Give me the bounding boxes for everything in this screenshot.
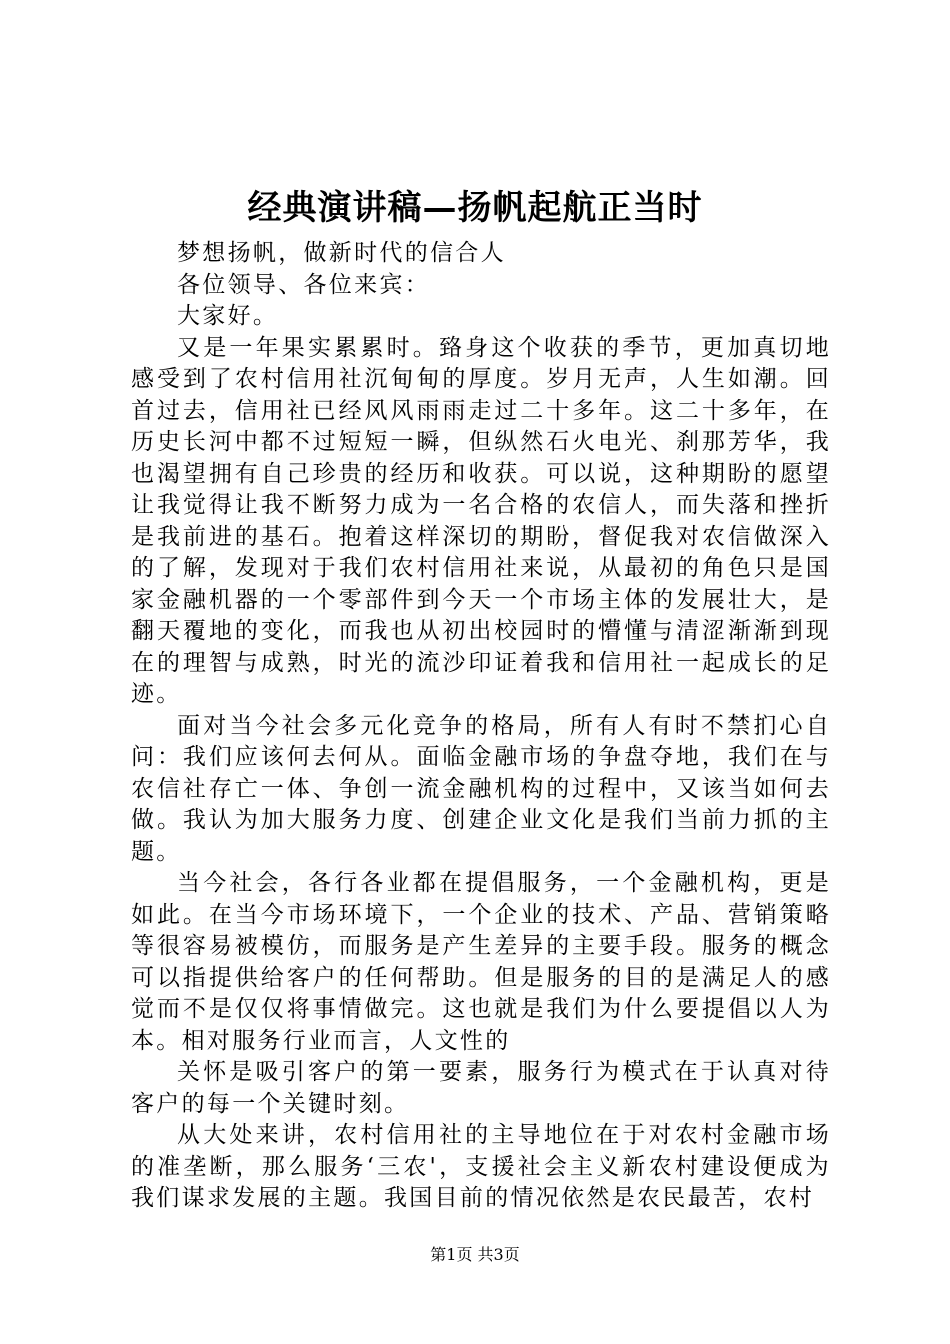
- document-body: [131, 238, 831, 1215]
- paragraph: 从大处来讲，农村信用社的主导地位在于对农村金融市场的准垄断，那么服务‘三农'，支援社会主义新农村建设便成为我们谋求发展的主题。我国目前的情况依然是农民最苦，农村: [131, 1122, 831, 1211]
- paragraph-salutation: 各位领导、各位来宾：: [177, 271, 430, 298]
- page-number-footer: 第1页 共3页: [430, 1245, 520, 1264]
- paragraph-subtitle: 梦想扬帆，做新时代的信合人: [177, 240, 506, 266]
- page-title: 经典演讲稿—扬帆起航正当时: [247, 188, 703, 228]
- paragraph: 面对当今社会多元化竞争的格局，所有人有时不禁扪心自问：我们应该何去何从。面临金融市场的争盘夺地，我们在与农信社存亡一体、争创一流金融机构的过程中，又该当如何去做。我认为加大服务力度、创建企业文化是我们当前力抓的主题。: [131, 712, 831, 865]
- paragraph: 当今社会，各行各业都在提倡服务，一个金融机构，更是如此。在当今市场环境下，一个企业的技术、产品、营销策略等很容易被模仿，而服务是产生差异的主要手段。服务的概念可以指提供给客户的任何帮助。但是服务的目的是满足人的感觉而不是仅仅将事情做完。这也就是我们为什么要提倡以人为本。相对服务行业而言，人文性的: [131, 870, 831, 1054]
- paragraph: 又是一年果实累累时。臵身这个收获的季节，更加真切地感受到了农村信用社沉甸甸的厚度。岁月无声，人生如潮。回首过去，信用社已经风风雨雨走过二十多年。这二十多年，在历史长河中都不过短短一瞬，但纵然石火电光、刹那芳华，我也渴望拥有自己珍贵的经历和收获。可以说，这种期盼的愿望让我觉得让我不断努力成为一名合格的农信人，而失落和挫折是我前进的基石。抱着这样深切的期盼，督促我对农信做深入的了解，发现对于我们农村信用社来说，从最初的角色只是国家金融机器的一个零部件到今天一个市场主体的发展壮大，是翻天覆地的变化，而我也从初出校园时的懵懂与清涩渐渐到现在的理智与成熟，时光的流沙印证着我和信用社一起成长的足迹。: [131, 334, 831, 707]
- paragraph: 关怀是吸引客户的第一要素，服务行为模式在于认真对待客户的每一个关键时刻。: [131, 1059, 831, 1117]
- paragraph-greeting: 大家好。: [177, 303, 279, 329]
